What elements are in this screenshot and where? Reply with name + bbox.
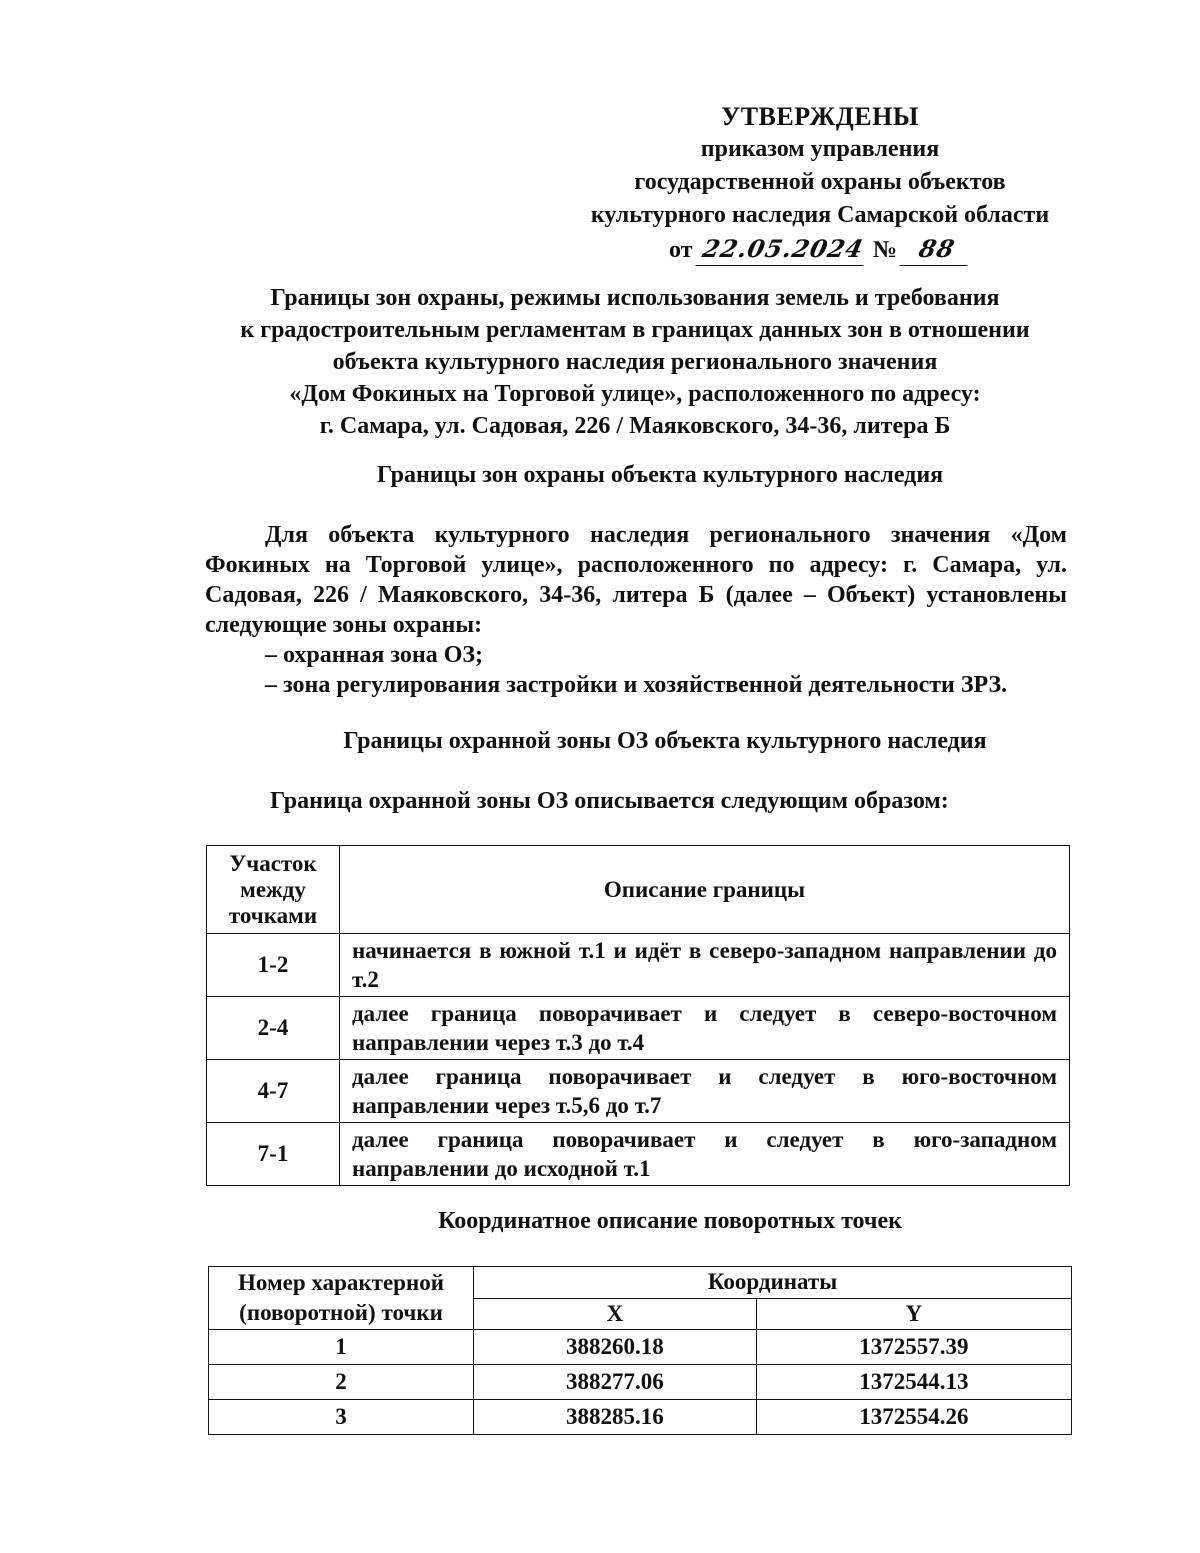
order-number-label: №	[872, 237, 897, 263]
document-title-line-3: объекта культурного наследия регионального значения	[332, 349, 938, 375]
y-cell: 1372544.13	[756, 1365, 1071, 1400]
order-from-label: от	[669, 237, 693, 263]
description-cell: далее граница поворачивает и следует в северо-восточном направлении через т.3 до т.4	[340, 997, 1070, 1060]
segment-cell: 2-4	[207, 997, 340, 1060]
x-cell: 388285.16	[474, 1400, 757, 1435]
point-cell: 2	[209, 1365, 474, 1400]
table-row	[209, 1400, 1072, 1435]
table-row	[209, 1365, 1072, 1400]
header-description: Описание границы	[340, 846, 1070, 934]
description-cell: далее граница поворачивает и следует в юго-восточном направлении через т.5,6 до т.7	[340, 1060, 1070, 1123]
approval-line-2: государственной охраны объектов	[634, 169, 1006, 195]
segment-cell: 4-7	[207, 1060, 340, 1123]
description-cell: начинается в южной т.1 и идёт в северо-западном направлении до т.2	[340, 934, 1070, 997]
x-cell: 388277.06	[474, 1365, 757, 1400]
boundary-description-table	[206, 845, 1070, 1186]
table-header-row	[207, 846, 1070, 934]
document-title-line-5: г. Самара, ул. Садовая, 226 / Маяковского, 34-36, литера Б	[319, 413, 951, 439]
document-title-line-2: к градостроительным регламентам в границах данных зон в отношении	[240, 317, 1030, 343]
section-title-oz: Границы охранной зоны ОЗ объекта культурного наследия	[343, 728, 987, 754]
y-cell: 1372554.26	[756, 1400, 1071, 1435]
header-point-number: Номер характерной (поворотной) точки	[209, 1267, 474, 1330]
description-cell: далее граница поворачивает и следует в юго-западном направлении до исходной т.1	[340, 1123, 1070, 1186]
document-title-line-4: «Дом Фокиных на Торговой улице», расположенного по адресу:	[289, 381, 981, 407]
handwritten-order-date: 22.05.2024	[695, 232, 871, 266]
header-segment: Участок между точками	[207, 846, 340, 934]
section-title-zones: Границы зон охраны объекта культурного наследия	[376, 462, 944, 488]
table-row	[209, 1330, 1072, 1365]
order-line	[669, 232, 971, 267]
zones-paragraph: Для объекта культурного наследия регионального значения «Дом Фокиных на Торговой улице», расположенного по адресу: г. Самара, ул. Садовая, 226 / Маяковского, 34-36, литера Б (далее – Объект) установлены следующие зоны охраны:	[205, 522, 1067, 638]
table-row	[207, 1060, 1070, 1123]
point-cell: 3	[209, 1400, 474, 1435]
segment-cell: 1-2	[207, 934, 340, 997]
approval-line-3: культурного наследия Самарской области	[590, 202, 1050, 228]
approval-line-1: приказом управления	[700, 136, 940, 162]
section-title-coordinates: Координатное описание поворотных точек	[438, 1208, 902, 1234]
table-row	[207, 997, 1070, 1060]
point-cell: 1	[209, 1330, 474, 1365]
zone-list-item: – зона регулирования застройки и хозяйственной деятельности ЗРЗ.	[265, 672, 1008, 698]
table-row	[207, 1123, 1070, 1186]
coordinates-table	[208, 1266, 1072, 1435]
handwritten-order-number: 88	[899, 232, 974, 266]
document-title	[200, 282, 1070, 442]
header-coordinates: Координаты	[474, 1267, 1072, 1299]
approval-block	[560, 100, 1080, 267]
x-cell: 388260.18	[474, 1330, 757, 1365]
segment-cell: 7-1	[207, 1123, 340, 1186]
table-row	[207, 934, 1070, 997]
table-header-row	[209, 1267, 1072, 1299]
approval-title: УТВЕРЖДЕНЫ	[721, 102, 919, 131]
y-cell: 1372557.39	[756, 1330, 1071, 1365]
oz-intro-text: Граница охранной зоны ОЗ описывается следующим образом:	[270, 788, 949, 814]
zone-list-item: – охранная зона ОЗ;	[265, 642, 484, 668]
header-y: Y	[756, 1298, 1071, 1330]
header-x: X	[474, 1298, 757, 1330]
document-title-line-1: Границы зон охраны, режимы использования земель и требования	[270, 285, 1000, 311]
zones-paragraph-block	[205, 520, 1067, 700]
